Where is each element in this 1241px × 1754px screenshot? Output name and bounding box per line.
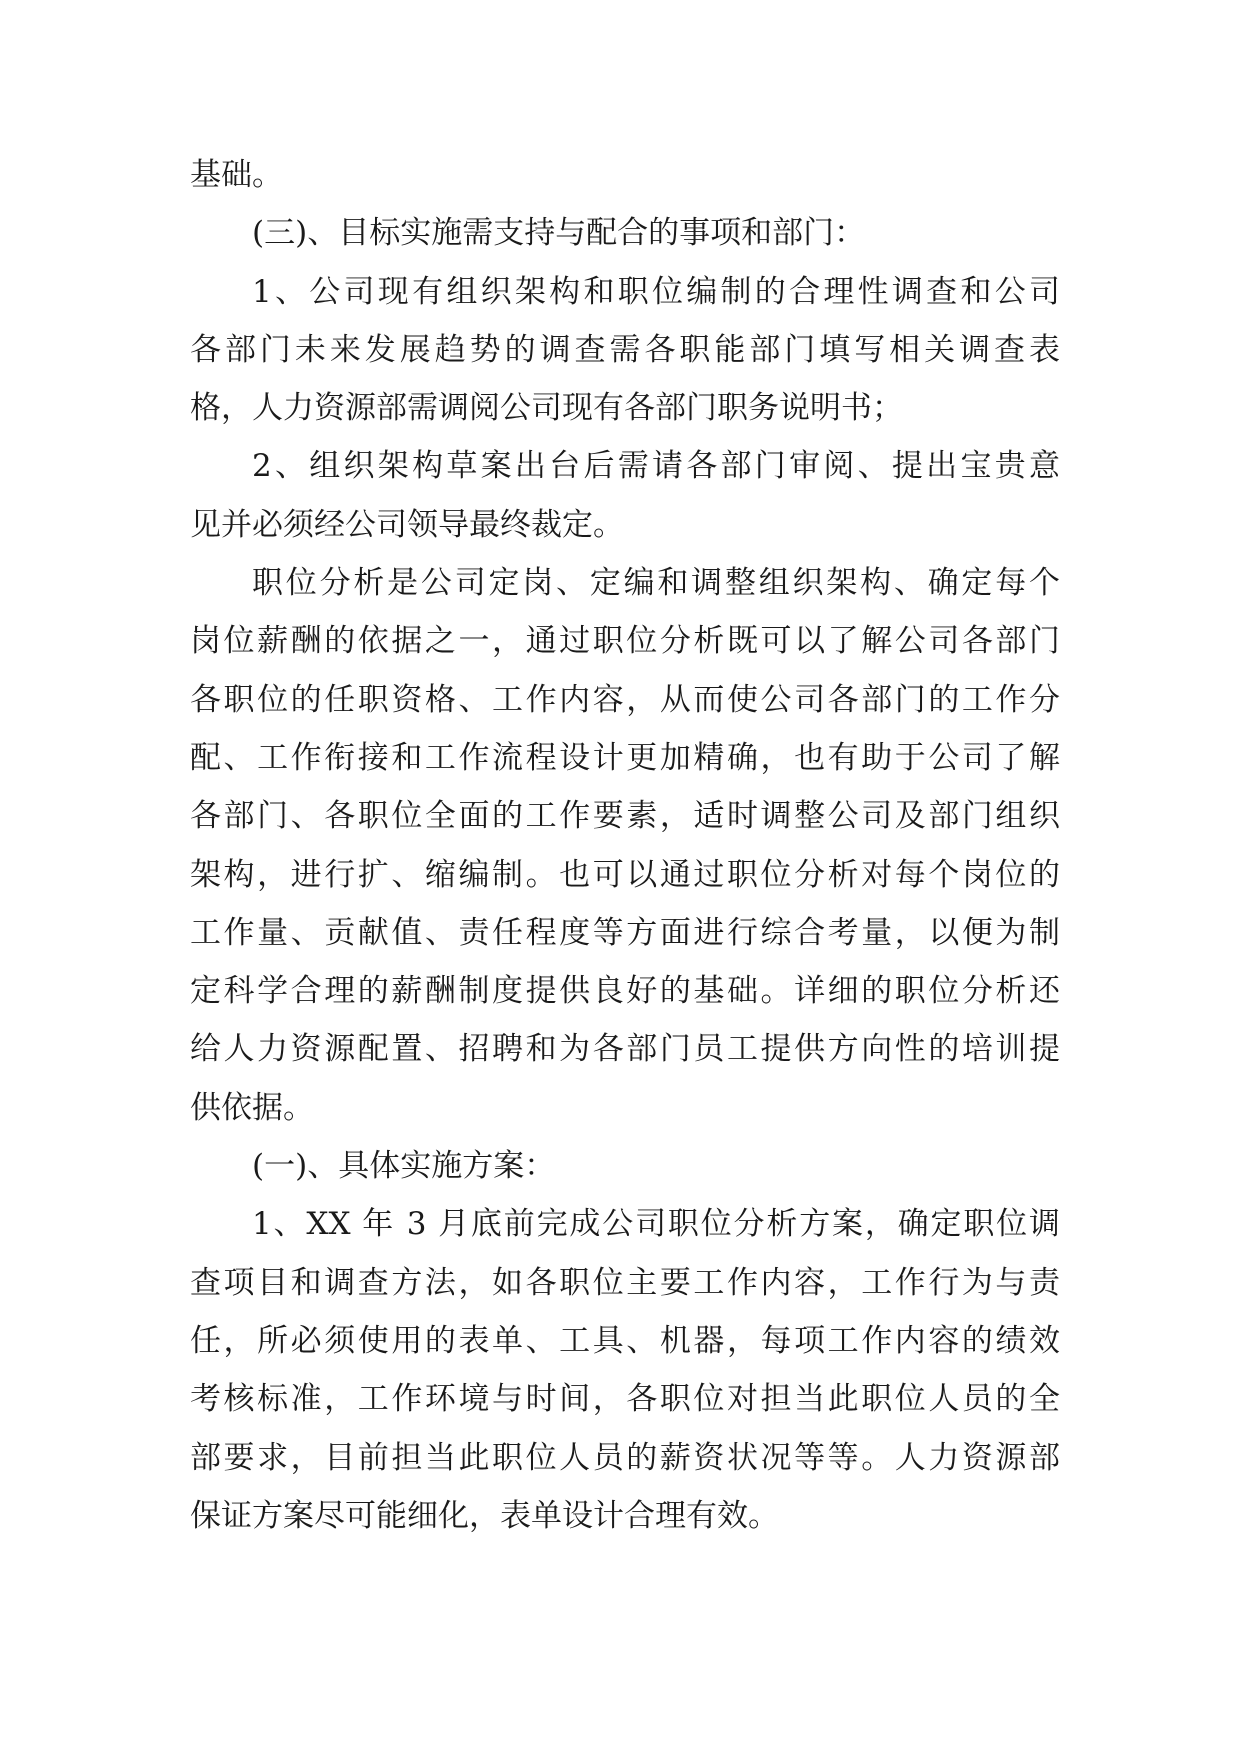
text-line: 格，人力资源部需调阅公司现有各部门职务说明书； bbox=[190, 390, 903, 427]
text-line: 部要求，目前担当此职位人员的薪资状况等等。人力资源部 bbox=[190, 1439, 1060, 1476]
text-line: 供依据。 bbox=[190, 1089, 314, 1126]
text-line: 保证方案尽可能细化，表单设计合理有效。 bbox=[190, 1497, 779, 1534]
text-line: 考核标准，工作环境与时间，各职位对担当此职位人员的全 bbox=[190, 1381, 1060, 1418]
text-line: 定科学合理的薪酬制度提供良好的基础。详细的职位分析还 bbox=[190, 973, 1060, 1010]
text-line: 架构，进行扩、缩编制。也可以通过职位分析对每个岗位的 bbox=[190, 856, 1060, 893]
text-line: 任，所必须使用的表单、工具、机器，每项工作内容的绩效 bbox=[190, 1322, 1060, 1359]
text-line: 配、工作衔接和工作流程设计更加精确，也有助于公司了解 bbox=[190, 739, 1060, 776]
text-line: 工作量、贡献值、责任程度等方面进行综合考量，以便为制 bbox=[190, 914, 1060, 951]
text-line: (一)、具体实施方案： bbox=[252, 1148, 556, 1185]
text-line: 基础。 bbox=[190, 157, 283, 193]
text-line: 1、公司现有组织架构和职位编制的合理性调查和公司 bbox=[252, 273, 1060, 310]
text-line: 各职位的任职资格、工作内容，从而使公司各部门的工作分 bbox=[190, 681, 1060, 718]
document-body bbox=[190, 155, 1060, 1554]
text-line: 见并必须经公司领导最终裁定。 bbox=[190, 506, 624, 543]
text-line: 各部门、各职位全面的工作要素，适时调整公司及部门组织 bbox=[190, 798, 1060, 835]
text-line: 2、组织架构草案出台后需请各部门审阅、提出宝贵意 bbox=[252, 448, 1060, 485]
text-line: 职位分析是公司定岗、定编和调整组织架构、确定每个 bbox=[252, 565, 1060, 602]
text-line: 各部门未来发展趋势的调查需各职能部门填写相关调查表 bbox=[190, 331, 1060, 368]
text-line: 1、XX 年 3 月底前完成公司职位分析方案，确定职位调 bbox=[252, 1206, 1060, 1243]
text-line: 查项目和调查方法，如各职位主要工作内容，工作行为与责 bbox=[190, 1264, 1060, 1301]
text-line: 给人力资源配置、招聘和为各部门员工提供方向性的培训提 bbox=[190, 1031, 1060, 1068]
text-line: (三)、目标实施需支持与配合的事项和部门： bbox=[252, 215, 866, 252]
text-line: 岗位薪酬的依据之一，通过职位分析既可以了解公司各部门 bbox=[190, 623, 1060, 660]
